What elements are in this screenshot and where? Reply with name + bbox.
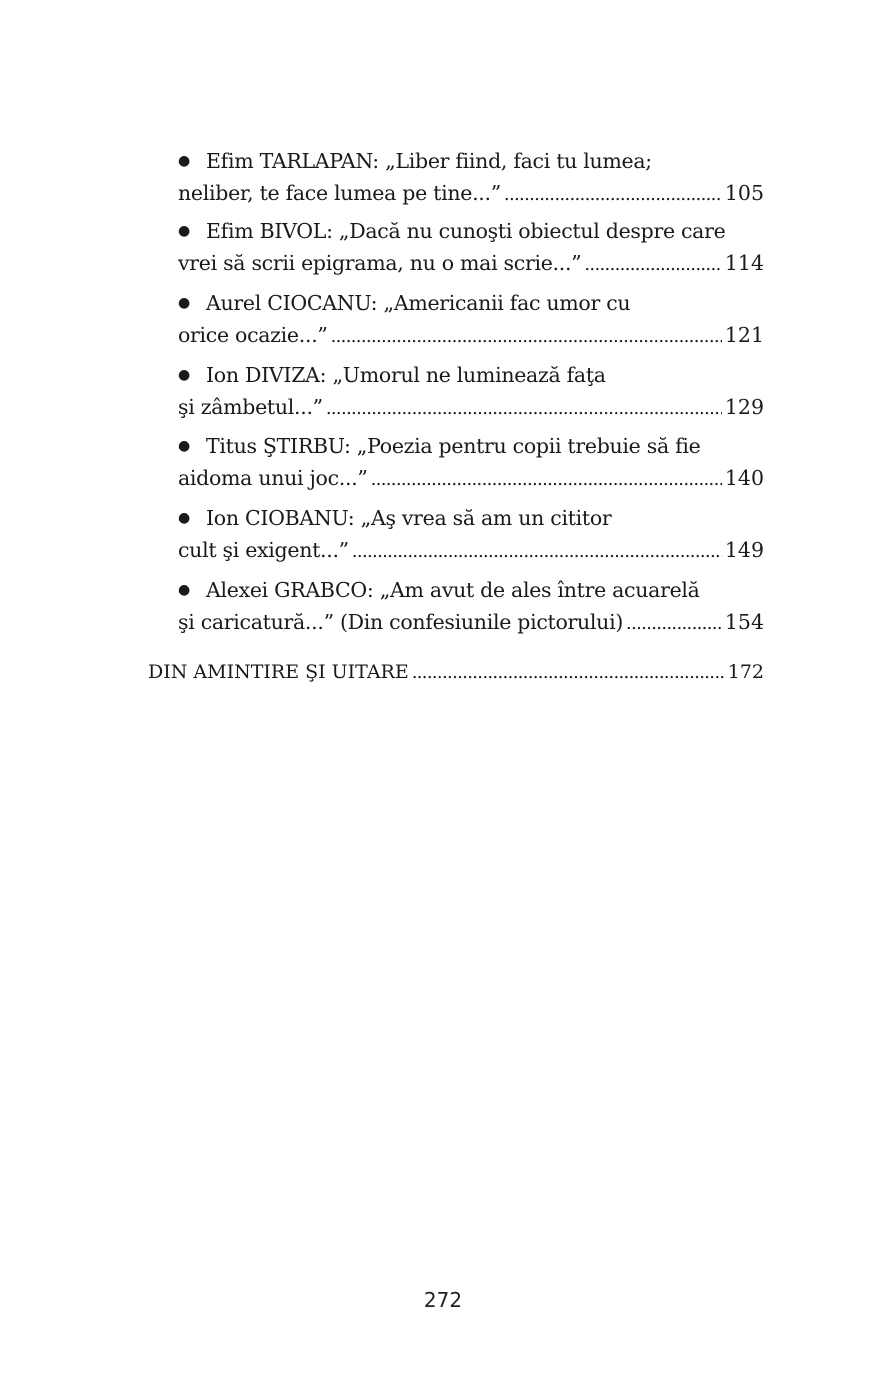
bullet-icon: ● bbox=[178, 437, 190, 454]
toc-page-number: 140 bbox=[724, 465, 764, 490]
toc-page-number: 172 bbox=[727, 661, 764, 683]
toc-page-number: 149 bbox=[724, 537, 764, 562]
bullet-icon: ● bbox=[178, 509, 190, 526]
toc-entry-title-cont: şi caricatură...” (Din confesiunile pictorului) bbox=[178, 609, 624, 634]
toc-entry bbox=[178, 575, 764, 639]
toc-page-number: 129 bbox=[724, 394, 764, 419]
toc-entry-title-cont: neliber, te face lumea pe tine...” bbox=[178, 180, 501, 205]
dot-leader bbox=[504, 178, 722, 210]
toc-entry-title-cont: şi zâmbetul...” bbox=[178, 394, 323, 419]
toc-entry bbox=[178, 503, 764, 567]
toc-entry bbox=[178, 360, 764, 424]
toc-entry bbox=[178, 216, 764, 280]
bullet-icon: ● bbox=[178, 152, 190, 169]
toc-page-number: 154 bbox=[724, 609, 764, 634]
toc-entry bbox=[178, 288, 764, 352]
toc-entry-title-cont: cult şi exigent...” bbox=[178, 537, 349, 562]
bullet-icon: ● bbox=[178, 581, 190, 598]
dot-leader bbox=[626, 607, 722, 639]
dot-leader bbox=[371, 463, 722, 495]
bullet-icon: ● bbox=[178, 366, 190, 383]
toc-entry-title: Titus ŞTIRBU: „Poezia pentru copii trebuie să fie bbox=[206, 434, 701, 458]
dot-leader bbox=[412, 657, 725, 688]
toc-entry-title-cont: vrei să scrii epigrama, nu o mai scrie...” bbox=[178, 250, 582, 275]
dot-leader bbox=[584, 248, 722, 280]
toc-page-number: 105 bbox=[724, 180, 764, 205]
toc-entry-title: Ion DIVIZA: „Umorul ne luminează faţa bbox=[206, 363, 606, 387]
page-number: 272 bbox=[423, 1288, 463, 1312]
toc-entry-title: Efim BIVOL: „Dacă nu cunoşti obiectul despre care bbox=[206, 219, 726, 243]
toc-entry-title-cont: orice ocazie...” bbox=[178, 322, 328, 347]
toc-entry bbox=[178, 431, 764, 495]
toc-section-title: DIN AMINTIRE ŞI UITARE bbox=[148, 661, 409, 683]
toc-entry-title: Efim TARLAPAN: „Liber fiind, faci tu lumea; bbox=[206, 149, 652, 173]
dot-leader bbox=[331, 320, 722, 352]
toc-entry-title: Aurel CIOCANU: „Americanii fac umor cu bbox=[206, 291, 631, 315]
bullet-icon: ● bbox=[178, 294, 190, 311]
dot-leader bbox=[352, 535, 722, 567]
toc-page-number: 114 bbox=[724, 250, 764, 275]
toc-section-entry bbox=[148, 657, 764, 688]
toc-entry-title: Alexei GRABCO: „Am avut de ales între acuarelă bbox=[206, 578, 700, 602]
toc-entry bbox=[178, 146, 764, 210]
bullet-icon: ● bbox=[178, 222, 190, 239]
toc-entry-title: Ion CIOBANU: „Aş vrea să am un cititor bbox=[206, 506, 612, 530]
dot-leader bbox=[326, 392, 722, 424]
toc-page-number: 121 bbox=[724, 322, 764, 347]
toc-entry-title-cont: aidoma unui joc...” bbox=[178, 465, 368, 490]
